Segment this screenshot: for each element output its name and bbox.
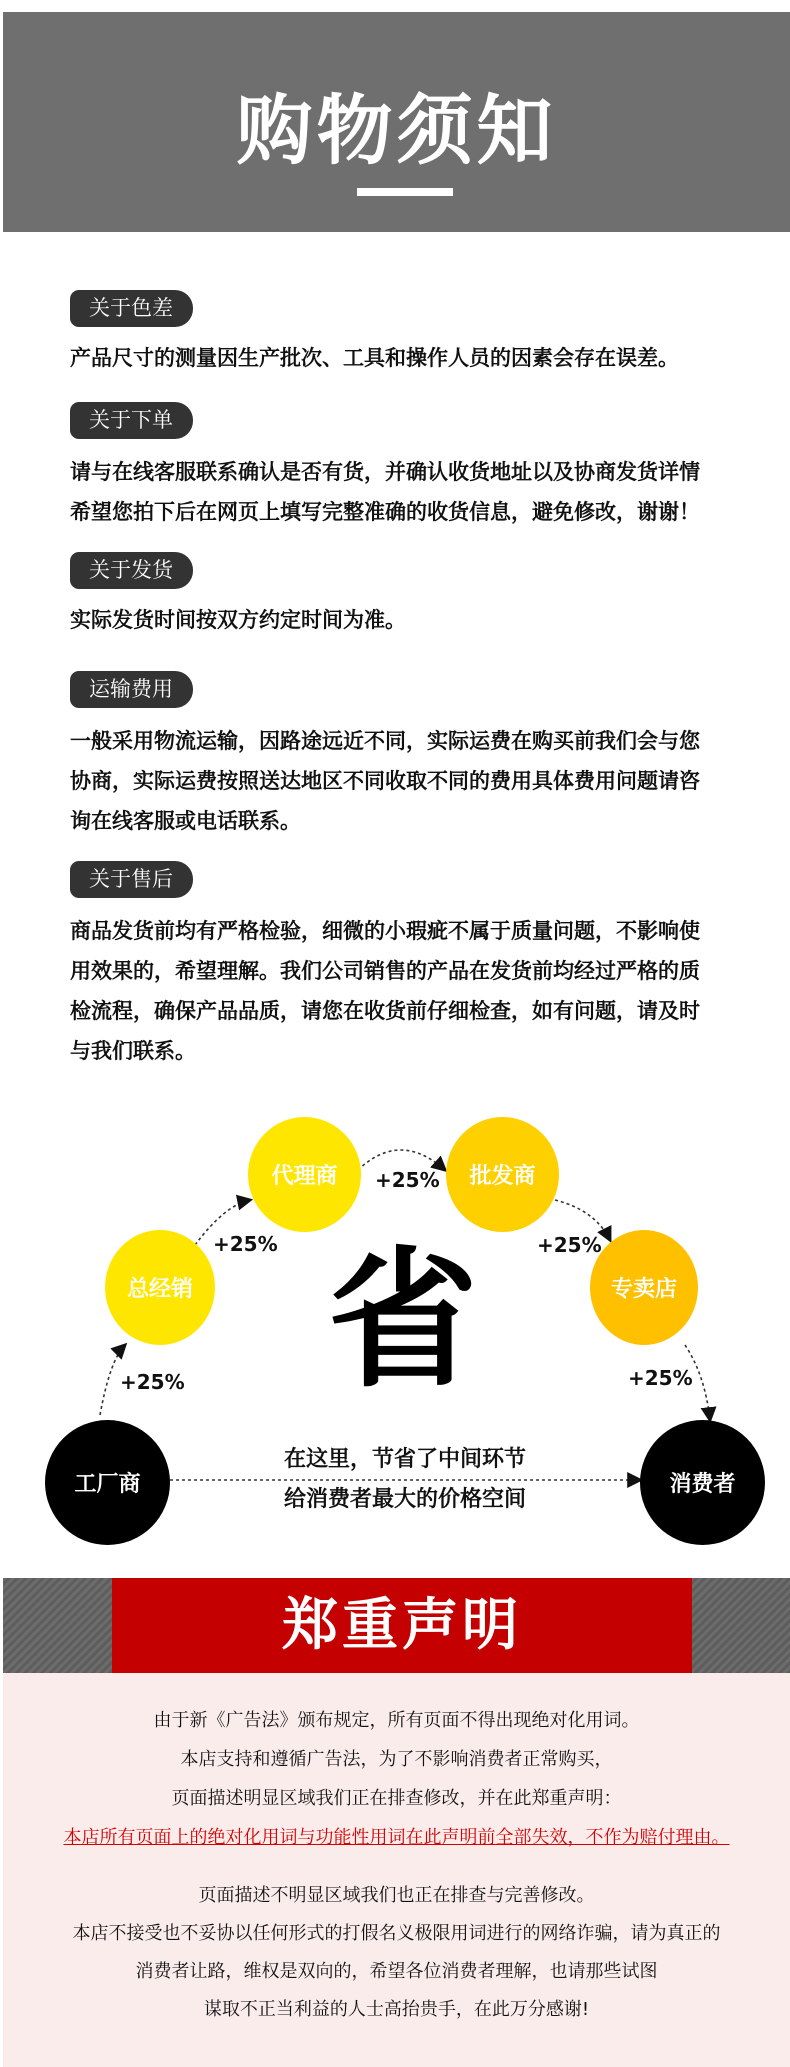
title-underline [357,188,453,196]
section-text-color-difference [70,338,770,378]
rate-label: +25% [537,1233,602,1257]
declaration-title: 郑重声明 [112,1578,692,1673]
declaration-line: 本店支持和遵循广告法，为了不影响消费者正常购买， [180,1749,613,1770]
text-line: 请与在线客服联系确认是否有货，并确认收货地址以及协商发货详情 [70,460,700,484]
section-text-shipping [70,600,770,640]
text-line: 产品尺寸的测量因生产批次、工具和操作人员的因素会存在误差。 [70,346,679,370]
save-character: 省 [328,1232,479,1408]
node-wholesaler: 批发商 [446,1117,559,1232]
declaration-line: 消费者让路，维权是双向的，希望各位消费者理解，也请那些试图 [135,1961,658,1982]
node-store: 专卖店 [590,1230,698,1345]
section-label-after-sales: 关于售后 [70,861,193,898]
declaration-body [3,1673,790,2067]
supply-chain-diagram [0,1090,790,1560]
declaration-line: 页面描述明显区域我们正在排查修改，并在此郑重声明： [171,1788,622,1809]
declaration-line: 谋取不正当利益的人士高抬贵手，在此万分感谢! [203,1999,590,2020]
text-line: 用效果的，希望理解。我们公司销售的产品在发货前均经过严格的质 [70,959,700,983]
section-label-freight: 运输费用 [70,671,193,708]
text-line: 检流程，确保产品品质，请您在收货前仔细检查，如有问题，请及时 [70,999,700,1023]
section-text-freight [70,721,770,841]
text-line: 商品发货前均有严格检验，细微的小瑕疵不属于质量问题，不影响使 [70,919,700,943]
section-text-ordering [70,452,770,532]
text-line: 协商，实际运费按照送达地区不同收取不同的费用具体费用问题请咨 [70,769,700,793]
rate-label: +25% [375,1168,440,1192]
declaration-line: 本店不接受也不妥协以任何形式的打假名义极限用词进行的网络诈骗，请为真正的 [72,1923,721,1944]
arrow-agent-to-wholesaler [358,1150,445,1170]
text-line: 实际发货时间按双方约定时间为准。 [70,608,406,632]
node-agent: 代理商 [248,1117,361,1232]
declaration-line: 页面描述不明显区域我们也正在排查与完善修改。 [198,1885,595,1906]
text-line: 与我们联系。 [70,1039,196,1063]
declaration-line: 由于新《广告法》颁布规定，所有页面不得出现绝对化用词。 [153,1710,640,1731]
node-factory: 工厂商 [45,1420,170,1545]
rate-label: +25% [628,1366,693,1390]
header-banner [3,12,790,232]
node-consumer: 消费者 [640,1420,765,1545]
section-label-ordering: 关于下单 [70,402,193,439]
text-line: 询在线客服或电话联系。 [70,809,301,833]
page-title: 购物须知 [236,86,557,175]
section-text-after-sales [70,911,770,1071]
rate-label: +25% [213,1232,278,1256]
section-label-shipping: 关于发货 [70,552,193,589]
diagram-caption-line1: 在这里，节省了中间环节 [283,1447,526,1472]
section-label-color-difference: 关于色差 [70,290,193,327]
node-distributor: 总经销 [105,1230,215,1345]
rate-label: +25% [120,1370,185,1394]
text-line: 一般采用物流运输，因路途远近不同，实际运费在购买前我们会与您 [70,729,700,753]
diagram-caption-line2: 给消费者最大的价格空间 [283,1487,526,1512]
text-line: 希望您拍下后在网页上填写完整准确的收货信息，避免修改，谢谢！ [70,500,700,524]
declaration-header [3,1578,790,1673]
declaration-warning-line: 本店所有页面上的绝对化用词与功能性用词在此声明前全部失效，不作为赔付理由。 [63,1827,730,1848]
